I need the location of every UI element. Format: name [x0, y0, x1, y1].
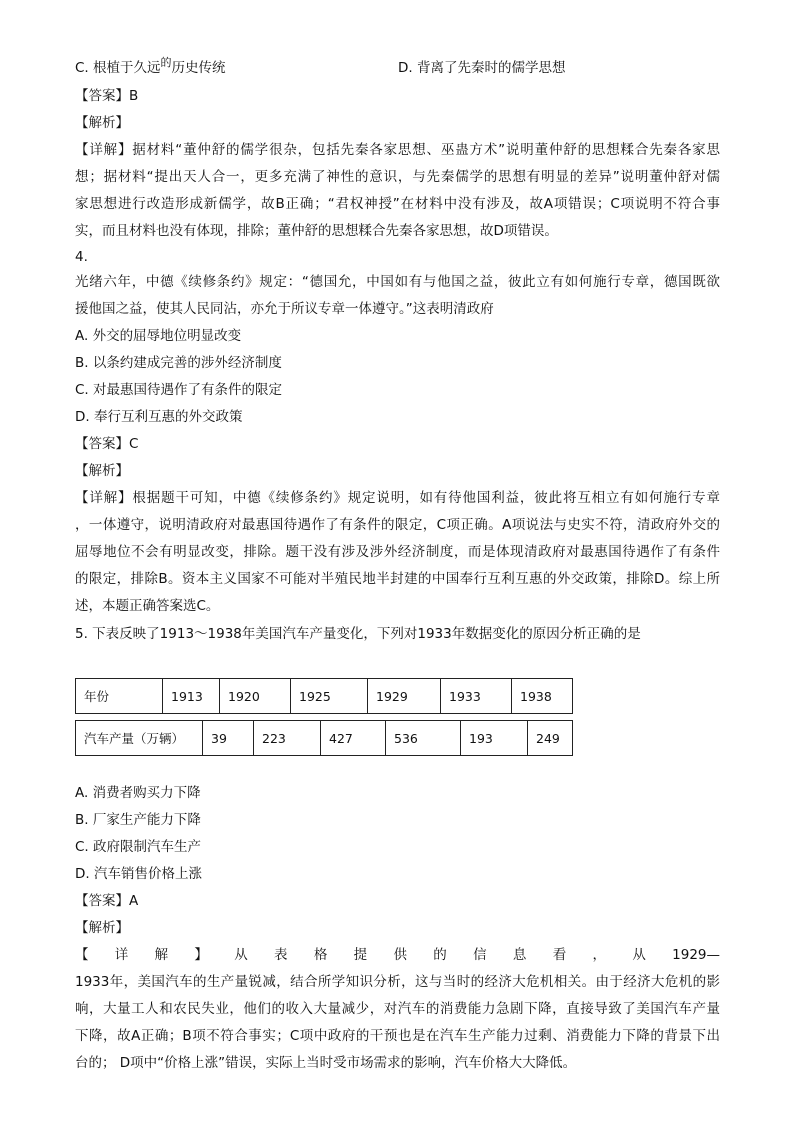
q3-detail-line: 家思想进行改造形成新儒学，故B正确；“君权神授”在材料中没有涉及，故A项错误；C项说明不符合事 [75, 196, 720, 212]
q4-stem-line: 光绪六年，中德《续修条约》规定：“德国允，中国如有与他国之益，彼此立有如何施行专章，德国既欲 [75, 274, 720, 290]
table-cell: 223 [254, 721, 321, 756]
q5-table-year-row [75, 678, 573, 714]
q3-option-c-text: C. 根植于久远 [75, 60, 161, 76]
q4-detail-line: ，一体遵守，说明清政府对最惠国待遇作了有条件的限定，C项正确。A项说法与史实不符，清政府外交的 [75, 517, 720, 533]
q3-option-c-text-2: 历史传统 [171, 60, 226, 76]
table-cell: 1925 [291, 679, 368, 714]
q5-detail-line: 【详解】从表格提供的信息看，从1929— [75, 947, 720, 963]
table-cell: 1933 [441, 679, 512, 714]
q4-detail-line: 【详解】根据题干可知，中德《续修条约》规定说明，如有待他国利益，彼此将互相立有如何施行专章 [75, 490, 720, 506]
table-cell: 1929 [368, 679, 441, 714]
table-cell: 193 [461, 721, 528, 756]
q4-option-a: A. 外交的屈辱地位明显改变 [75, 328, 242, 344]
q5-detail-line: 1933年，美国汽车的生产量锐减，结合所学知识分析，这与当时的经济大危机相关。由于经济大危机的影 [75, 974, 720, 990]
table-cell: 427 [321, 721, 386, 756]
table-row [76, 721, 573, 756]
table-cell: 1913 [163, 679, 220, 714]
q5-analysis: 【解析】 [75, 920, 129, 936]
q4-analysis: 【解析】 [75, 463, 129, 479]
table-cell: 249 [528, 721, 573, 756]
q4-answer: 【答案】C [75, 436, 139, 452]
q4-detail-line: 述，本题正确答案选C。 [75, 598, 220, 614]
q4-detail-line: 的限定，排除B。资本主义国家不可能对半殖民地半封建的中国奉行互利互惠的外交政策，排除D。综上所 [75, 571, 720, 587]
q4-option-d: D. 奉行互利互惠的外交政策 [75, 409, 243, 425]
table-cell: 536 [386, 721, 461, 756]
table-row [76, 679, 573, 714]
q5-option-a: A. 消费者购买力下降 [75, 785, 201, 801]
q5-detail-line: 台的； D项中“价格上涨”错误，实际上当时受市场需求的影响，汽车价格大大降低。 [75, 1055, 577, 1071]
q4-detail-line: 屈辱地位不会有明显改变，排除。题干没有涉及涉外经济制度，而是体现清政府对最惠国待遇作了有条件 [75, 544, 720, 560]
q3-analysis: 【解析】 [75, 115, 129, 131]
q5-detail-line: 响，大量工人和农民失业，他们的收入大量减少，对汽车的消费能力急剧下降，直接导致了美国汽车产量 [75, 1001, 720, 1017]
q5-option-d: D. 汽车销售价格上涨 [75, 866, 202, 882]
q3-option-c-sup: 的 [160, 56, 172, 69]
q3-detail-line: 想；据材料“提出天人合一，更多充满了神性的意识，与先秦儒学的思想有明显的差异”说明董仲舒对儒 [75, 169, 720, 185]
q5-option-b: B. 厂家生产能力下降 [75, 812, 201, 828]
table-cell: 1920 [220, 679, 291, 714]
q4-option-b: B. 以条约建成完善的涉外经济制度 [75, 355, 282, 371]
q5-detail-line: 下降，故A正确；B项不符合事实；C项中政府的干预也是在汽车生产能力过剩、消费能力下降的背景下出 [75, 1028, 720, 1044]
q4-number: 4. [75, 249, 88, 265]
q5-option-c: C. 政府限制汽车生产 [75, 839, 202, 855]
table-cell: 年份 [76, 679, 163, 714]
q5-table-output-row [75, 720, 573, 756]
q3-option-c [75, 58, 226, 79]
table-cell: 39 [203, 721, 254, 756]
q3-detail-line: 实，而且材料也没有体现，排除；董仲舒的思想糅合先秦各家思想，故D项错误。 [75, 223, 558, 239]
table-cell: 汽车产量（万辆） [76, 721, 203, 756]
q4-option-c: C. 对最惠国待遇作了有条件的限定 [75, 382, 283, 398]
q3-detail-line: 【详解】据材料“董仲舒的儒学很杂，包括先秦各家思想、巫蛊方术”说明董仲舒的思想糅合先秦各家思 [75, 142, 720, 158]
q4-stem-line: 援他国之益，使其人民同沾，亦允于所议专章一体遵守。”这表明清政府 [75, 301, 494, 317]
q5-stem: 5. 下表反映了1913～1938年美国汽车产量变化，下列对1933年数据变化的原因分析正确的是 [75, 626, 641, 642]
table-cell: 1938 [512, 679, 573, 714]
q5-answer: 【答案】A [75, 893, 139, 909]
q3-option-d: D. 背离了先秦时的儒学思想 [398, 60, 566, 76]
q3-answer: 【答案】B [75, 88, 139, 104]
